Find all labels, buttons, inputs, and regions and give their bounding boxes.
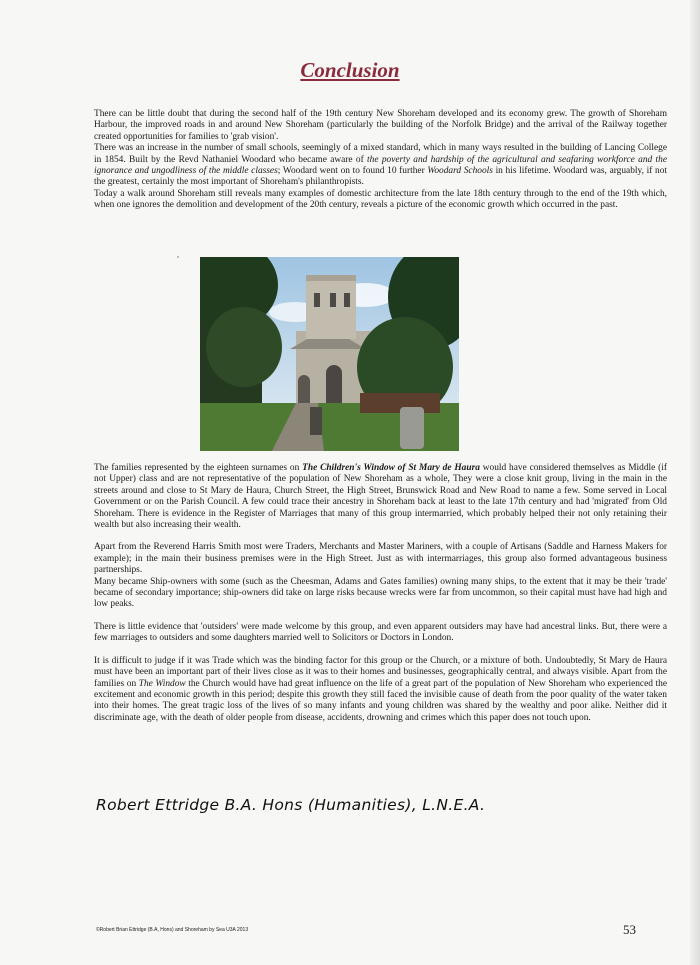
body-paragraph-1: The families represented by the eighteen surnames on The Children's Window of St Mary de Haura would have considered themselves as Middle (if not Upper) class and are not representative of the population of New Shoreham as a whole, They were a close knit group, living in the main in the streets around and close to St Mary de Haura, Church Street, the High Street, Brunswick Road and New Road to name a few. Some served in Local Government or on the Parish Council. A few could trace their ancestry in Shoreham back at least to the late 17th century and had 'migrated' from Old Shoreham. There is evidence in the Register of Marriages that many of this group intermarried, which probably helped their not only retaining their wealth but also increasing their wealth. — [94, 463, 667, 531]
church-illustration — [200, 257, 459, 451]
footer-copyright: ©Robert Brian Ettridge (B.A, Hons) and Shoreham by Sea U3A 2013 — [96, 927, 249, 933]
body-paragraph-2: Apart from the Reverend Harris Smith most were Traders, Merchants and Master Mariners, with a couple of Artisans (Saddle and Harness Makers for example); in the main their business premises were in the High Street. Just as with intermarriages, this group also formed advantageous business partnerships. — [94, 542, 667, 576]
body-paragraph-4: There is little evidence that 'outsiders' were made welcome by this group, and even apparent outsiders may have had ancestral links. But, there were a few marriages to outsiders and some daughters married well to Solicitors or Doctors in London. — [94, 621, 667, 644]
page-edge — [690, 0, 700, 965]
author-signature: Robert Ettridge B.A. Hons (Humanities), L.N.E.A. — [96, 796, 486, 814]
church-photo — [200, 257, 459, 451]
scan-speck — [177, 256, 179, 258]
intro-paragraph-3: Today a walk around Shoreham still reveals many examples of domestic architecture from the late 18th century through to the end of the 19th which, when one ignores the demolition and development of the 20th century, reveals a picture of the economic growth which occurred in the past. — [94, 188, 667, 211]
intro-paragraph-2: There was an increase in the number of small schools, seemingly of a mixed standard, which in many ways resulted in the building of Lancing College in 1854. Built by the Revd Nathaniel Woodard who became aware of the poverty and hardship of the agricultural and seafaring workforce and the ignorance and ungodliness of the middle classes; Woodard went on to found 10 further Woodard Schools in his lifetime. Woodard was, arguably, if not the greatest, certainly the most important of Shoreham's philanthropists. — [94, 143, 667, 188]
body-paragraph-3: Many became Ship-owners with some (such as the Cheesman, Adams and Gates families) owning many ships, to the extent that it may be their 'trade' became of secondary importance; ship-owners did take on large risks because wrecks were far from uncommon, so their capital must have had high and low peaks. — [94, 576, 667, 610]
intro-paragraph-1: There can be little doubt that during the second half of the 19th century New Shoreham developed and its economy grew. The growth of Shoreham Harbour, the improved roads in and around New Shoreham (particularly the building of the Norfolk Bridge) and the arrival of the Railway together created opportunities for families to 'grab vision'. — [94, 109, 667, 142]
body-paragraph-5: It is difficult to judge if it was Trade which was the binding factor for this group or the Church, or a mixture of both. Undoubtedly, St Mary de Haura must have been an important part of their lives close as it was to their homes and businesses, geographically central, and always visible. Apart from the families on The Window the Church would have had great influence on the life of a great part of the population of New Shoreham who experienced the excitement and economic growth in this period; despite this growth they still faced the invisible cause of death from the poor quality of the water taken into their homes. The great tragic loss of the lives of so many infants and young children was shared by the wealthy and poor alike. Neither did it discriminate age, with the death of older people from disease, accidents, drowning and crimes which this paper does not touch upon. — [94, 655, 667, 723]
body-section — [94, 463, 667, 724]
page-title: Conclusion — [300, 58, 400, 82]
page-number: 53 — [623, 922, 636, 937]
intro-section — [94, 109, 667, 212]
